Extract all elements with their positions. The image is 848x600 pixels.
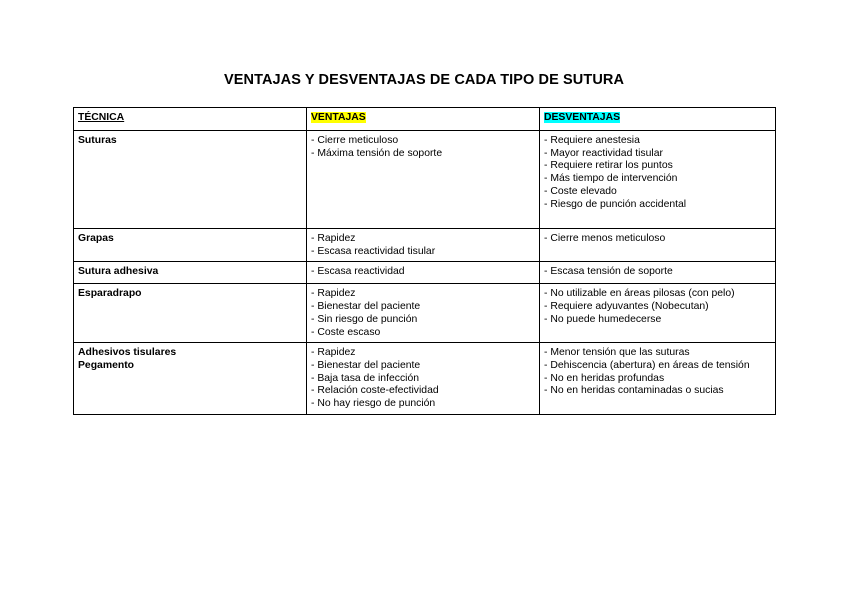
ventajas-cell bbox=[307, 343, 540, 415]
ventajas-cell bbox=[307, 229, 540, 262]
ventajas-cell bbox=[307, 131, 540, 229]
table-row bbox=[74, 343, 776, 415]
ventaja-item: - Sin riesgo de punción bbox=[311, 313, 418, 325]
desventaja-item: - Más tiempo de intervención bbox=[544, 173, 678, 185]
ventaja-item: - Baja tasa de infección bbox=[311, 372, 420, 384]
desventajas-cell bbox=[540, 131, 776, 229]
ventaja-item: - Bienestar del paciente bbox=[311, 301, 421, 313]
desventaja-item: - Requiere retirar los puntos bbox=[544, 160, 673, 172]
ventaja-item: - Relación coste-efectividad bbox=[311, 385, 439, 397]
ventaja-item: - Rapidez bbox=[311, 233, 356, 244]
tecnica-name: Esparadrapo bbox=[78, 288, 142, 300]
ventaja-item: - Escasa reactividad tisular bbox=[311, 245, 436, 257]
desventaja-item: - No en heridas profundas bbox=[544, 372, 665, 384]
table-row bbox=[74, 284, 776, 343]
desventaja-item: - Riesgo de punción accidental bbox=[544, 198, 687, 210]
header-ventajas-label: VENTAJAS bbox=[311, 112, 366, 123]
ventajas-cell bbox=[307, 262, 540, 284]
header-desventajas bbox=[540, 108, 776, 131]
tecnica-cell bbox=[74, 262, 307, 284]
desventaja-item: - Requiere adyuvantes (Nobecutan) bbox=[544, 301, 709, 313]
desventaja-item: - Requiere anestesia bbox=[544, 135, 640, 146]
desventaja-item: - Dehiscencia (abertura) en áreas de tensión bbox=[544, 359, 750, 371]
ventaja-item: - Rapidez bbox=[311, 288, 356, 300]
desventaja-item: - Coste elevado bbox=[544, 185, 617, 197]
tecnica-name: Adhesivos tisulares bbox=[78, 347, 177, 359]
header-tecnica bbox=[74, 108, 307, 131]
ventaja-item: - Coste escaso bbox=[311, 326, 381, 338]
header-desventajas-label: DESVENTAJAS bbox=[544, 112, 621, 123]
tecnica-name-secondary: Pegamento bbox=[78, 359, 135, 371]
tecnica-cell bbox=[74, 131, 307, 229]
header-ventajas bbox=[307, 108, 540, 131]
tecnica-cell bbox=[74, 229, 307, 262]
desventaja-item: - No utilizable en áreas pilosas (con pelo) bbox=[544, 288, 735, 300]
tecnica-name: Suturas bbox=[78, 135, 117, 146]
desventajas-cell bbox=[540, 284, 776, 343]
table-row bbox=[74, 131, 776, 229]
desventaja-item: - No en heridas contaminadas o sucias bbox=[544, 385, 724, 397]
table-header-row bbox=[74, 108, 776, 131]
tecnica-name: Sutura adhesiva bbox=[78, 266, 159, 278]
ventajas-cell bbox=[307, 284, 540, 343]
desventajas-cell bbox=[540, 229, 776, 262]
tecnica-cell bbox=[74, 284, 307, 343]
suture-comparison-table bbox=[73, 107, 776, 415]
tecnica-name: Grapas bbox=[78, 233, 114, 244]
ventaja-item: - Bienestar del paciente bbox=[311, 359, 421, 371]
desventaja-item: - Menor tensión que las suturas bbox=[544, 347, 690, 359]
ventaja-item: - Máxima tensión de soporte bbox=[311, 147, 443, 159]
document-title: VENTAJAS Y DESVENTAJAS DE CADA TIPO DE SUTURA bbox=[223, 72, 625, 88]
ventaja-item: - Cierre meticuloso bbox=[311, 135, 399, 146]
desventaja-item: - Mayor reactividad tisular bbox=[544, 147, 663, 159]
ventaja-item: - Rapidez bbox=[311, 347, 356, 359]
desventaja-item: - Cierre menos meticuloso bbox=[544, 233, 666, 244]
ventaja-item: - No hay riesgo de punción bbox=[311, 398, 436, 410]
ventaja-item: - Escasa reactividad bbox=[311, 266, 405, 278]
desventaja-item: - Escasa tensión de soporte bbox=[544, 266, 673, 278]
desventaja-item: - No puede humedecerse bbox=[544, 313, 662, 325]
table-row bbox=[74, 229, 776, 262]
desventajas-cell bbox=[540, 343, 776, 415]
tecnica-cell bbox=[74, 343, 307, 415]
desventajas-cell bbox=[540, 262, 776, 284]
table-row bbox=[74, 262, 776, 284]
header-tecnica-label: TÉCNICA bbox=[78, 112, 125, 123]
